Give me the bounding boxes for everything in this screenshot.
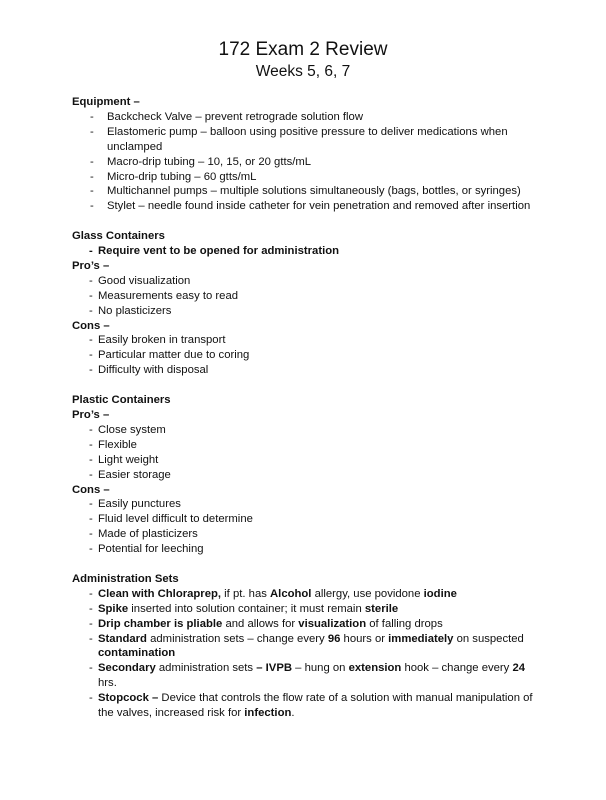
text: Device that controls the flow rate of a solution with manual manipulation of the valves, increased risk for [98,692,533,720]
bold-text: immediately [388,632,454,645]
admin-heading: Administration Sets [72,572,179,585]
plastic-cons-heading: Cons – [72,483,110,496]
bold-text: 24 [512,662,526,675]
plastic-pros-list [72,423,542,483]
list-item [72,617,542,632]
list-item: - Difficulty with disposal [72,363,542,378]
list-item: - Particular matter due to coring [72,348,542,363]
list-item [72,602,542,617]
list-item [72,587,542,602]
list-item: - Stylet – needle found inside catheter for vein penetration and removed after insertion [72,199,542,214]
list-item: - Easily broken in transport [72,333,542,348]
bold-text: Alcohol [270,587,312,600]
text: allergy, use povidone [311,587,424,600]
bold-text: iodine [423,587,457,600]
bold-text: 96 [327,632,341,645]
bold-text: contamination [98,647,176,660]
glass-note-list [72,244,542,259]
plastic-heading: Plastic Containers [72,394,171,407]
bold-text: Standard [98,632,147,645]
glass-cons-list [72,333,542,378]
bold-text: Secondary [98,662,156,675]
document-body [72,95,542,721]
bold-text: Stopcock – [98,692,159,705]
text: administration sets – change every [146,632,328,645]
list-item: - Measurements easy to read [72,289,542,304]
equipment-list [72,110,542,214]
bold-text: infection [244,707,292,720]
list-item: - Good visualization [72,274,542,289]
glass-heading: Glass Containers [72,230,165,243]
text: inserted into solution container; it must remain [128,602,365,615]
text: administration sets [155,662,257,675]
text: of falling drops [366,617,443,630]
bold-text: Clean with Chloraprep, [98,587,222,600]
text: hrs. [98,677,117,690]
list-item: - Close system [72,423,542,438]
list-item: - Multichannel pumps – multiple solutions simultaneously (bags, bottles, or syringes) [72,184,542,199]
admin-sets-list [72,587,542,721]
list-item: - Backcheck Valve – prevent retrograde solution flow [72,110,542,125]
document-title: 172 Exam 2 Review [218,39,388,60]
list-item: - No plasticizers [72,304,542,319]
list-item: - Macro-drip tubing – 10, 15, or 20 gtts/mL [72,155,542,170]
list-item: - Micro-drip tubing – 60 gtts/mL [72,170,542,185]
text: hours or [340,632,389,645]
list-item: - Light weight [72,453,542,468]
bold-text: – IVPB [256,662,293,675]
list-item: - Made of plasticizers [72,527,542,542]
equipment-heading: Equipment – [72,96,140,108]
list-item [72,691,542,721]
glass-pros-heading: Pro’s – [72,259,110,272]
bold-text: Drip chamber is pliable [98,617,223,630]
list-item: - Flexible [72,438,542,453]
text: if pt. has [221,587,271,600]
glass-pros-list [72,274,542,319]
list-item: - Easily punctures [72,497,542,512]
list-item: - Easier storage [72,468,542,483]
plastic-pros-heading: Pro’s – [72,409,110,421]
glass-note: - Require vent to be opened for administration [72,244,542,259]
bold-text: sterile [364,602,399,615]
list-item [72,632,542,662]
glass-cons-heading: Cons – [72,319,110,332]
list-item: - Elastomeric pump – balloon using positive pressure to deliver medications when unclamped [72,125,542,155]
list-item: - Potential for leeching [72,542,542,557]
bold-text: Spike [98,602,129,615]
text: hook – change every [401,662,513,675]
text: on suspected [453,632,524,645]
bold-text: visualization [298,617,367,630]
list-item [72,661,542,691]
text: . [291,707,295,720]
document-subtitle: Weeks 5, 6, 7 [255,63,351,80]
text: – hung on [292,662,349,675]
text: and allows for [222,617,299,630]
plastic-cons-list [72,497,542,557]
bold-text: extension [348,662,402,675]
list-item: - Fluid level difficult to determine [72,512,542,527]
